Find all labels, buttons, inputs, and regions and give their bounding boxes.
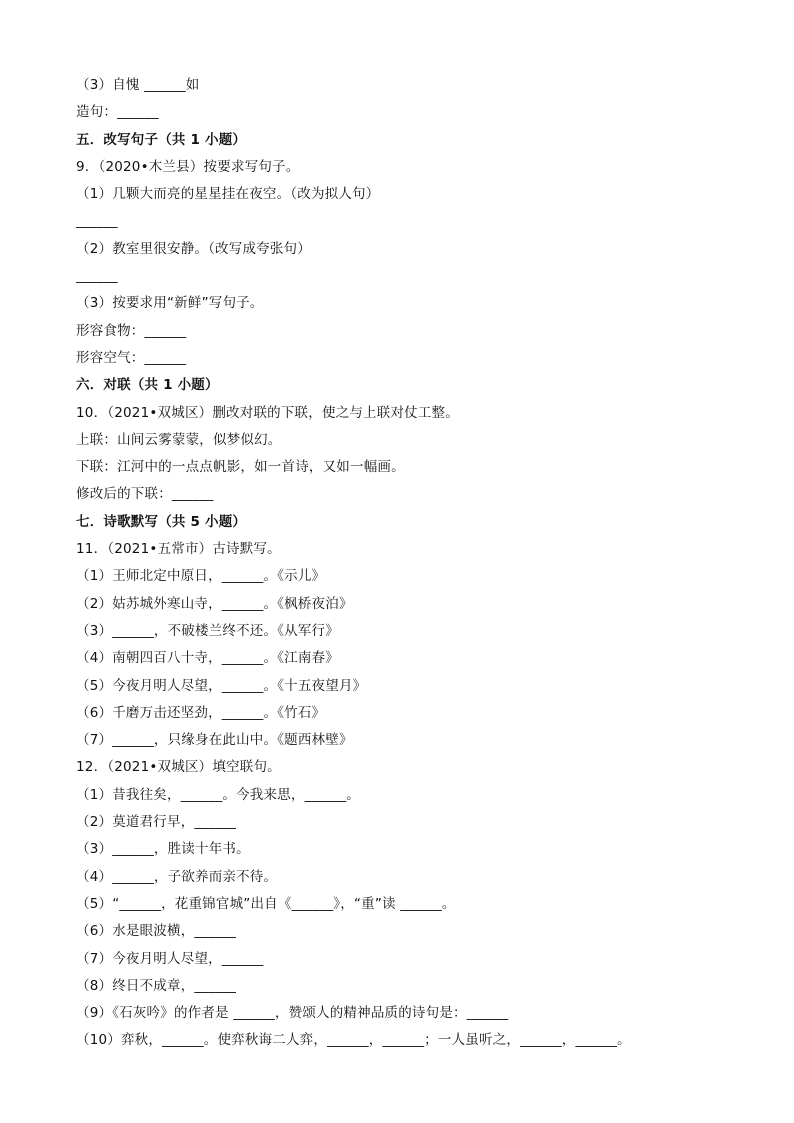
question-11-item-5: （5）今夜月明人尽望，______。《十五夜望月》 (76, 677, 367, 694)
question-12-item-7: （7）今夜月明人尽望，______ (76, 950, 264, 967)
question-11-item-4: （4）南朝四百八十寺，______。《江南春》 (76, 650, 339, 667)
answer-blank-9-2: ______ (76, 268, 118, 285)
question-11-item-2: （2）姑苏城外寒山寺，______。《枫桥夜泊》 (76, 595, 353, 612)
question-12-item-5: （5）“______，花重锦官城”出自《______》，“重”读 ______。 (76, 895, 456, 912)
couplet-revised: 修改后的下联：______ (76, 486, 214, 503)
question-11-item-6: （6）千磨万击还坚劲，______。《竹石》 (76, 704, 326, 721)
question-9-part-3: （3）按要求用“新鲜”写句子。 (76, 295, 264, 312)
question-11: 11．（2021•五常市）古诗默写。 (76, 541, 281, 558)
question-12-item-9: （9）《石灰吟》的作者是 ______，赞颂人的精神品质的诗句是：______ (76, 1005, 509, 1022)
question-11-item-7: （7）______，只缘身在此山中。《题西林壁》 (76, 732, 353, 749)
question-11-item-1: （1）王师北定中原日，______。《示儿》 (76, 568, 326, 585)
line-2: 造句：______ (76, 104, 159, 121)
question-9-food: 形容食物：______ (76, 322, 187, 339)
question-12-item-6: （6）水是眼波横，______ (76, 923, 237, 940)
question-12-item-8: （8）终日不成章，______ (76, 977, 237, 994)
question-9-air: 形容空气：______ (76, 349, 187, 366)
question-12-item-1: （1）昔我往矣，______。今我来思，______。 (76, 786, 360, 803)
question-12: 12．（2021•双城区）填空联句。 (76, 759, 281, 776)
couplet-lower: 下联：江河中的一点点帆影，如一首诗，又如一幅画。 (76, 459, 405, 476)
question-9-part-1: （1）几颗大而亮的星星挂在夜空。（改为拟人句） (76, 186, 380, 203)
answer-blank-9-1: ______ (76, 213, 118, 230)
line-1: （3）自愧 ______如 (76, 77, 200, 93)
section-heading-poetry: 七．诗歌默写（共 5 小题） (76, 513, 247, 530)
couplet-upper: 上联：山间云雾蒙蒙，似梦似幻。 (76, 431, 282, 448)
section-heading-rewrite: 五．改写句子（共 1 小题） (76, 131, 247, 148)
question-12-item-2: （2）莫道君行早，______ (76, 814, 237, 831)
question-11-item-3: （3）______，不破楼兰终不还。《从军行》 (76, 622, 339, 639)
question-10: 10．（2021•双城区）删改对联的下联，使之与上联对仗工整。 (76, 404, 459, 421)
section-heading-couplet: 六．对联（共 1 小题） (76, 377, 219, 394)
question-9-part-2: （2）教室里很安静。（改写成夸张句） (76, 240, 311, 257)
question-12-item-4: （4）______，子欲养而亲不待。 (76, 868, 278, 885)
question-9: 9．（2020•木兰县）按要求写句子。 (76, 158, 300, 175)
question-12-item-10: （10）弈秋，______。使弈秋诲二人弈，______，______；一人虽听之，______，______。 (76, 1032, 631, 1049)
question-12-item-3: （3）______，胜读十年书。 (76, 841, 250, 858)
